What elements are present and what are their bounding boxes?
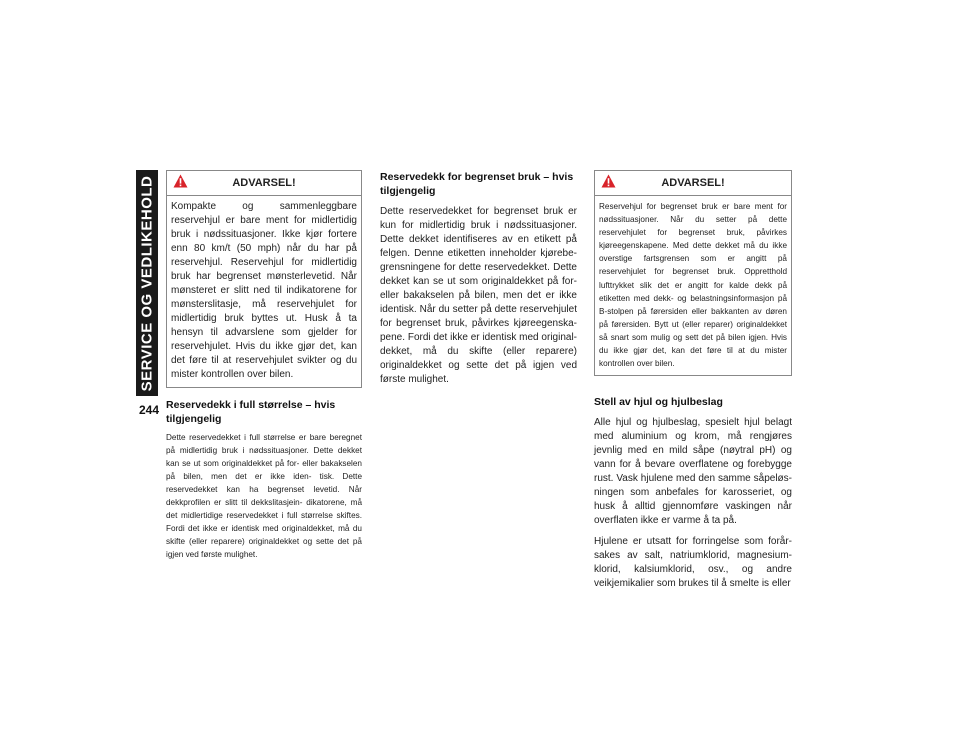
section-side-tab (136, 170, 158, 396)
heading-full-size-spare: Reservedekk i full størrelse – hvis tilgjengelig (166, 399, 336, 425)
section-title: SERVICE OG VEDLIKEHOLD (138, 175, 156, 391)
warning-triangle-icon (601, 174, 616, 188)
warning-text: Reservehjul for begrenset bruk er bare ment for nødssituasjoner. Når du setter på dette reservehjulet for begrenset bruk, påvirkes kjøreegenskapene. Med dette dekket må du ikke overstige fartsgrensen som er angitt på reservehjulet for begrenset bruk. Oppretthold lufttrykket slik det er angitt for kalde dekk på etiketten med dekk- og belastningsinformasjon på B-stolpen på førersiden eller bakkanten av døren på førersiden. Bytt ut (eller reparer) originaldekket så snart som mulig og sett det på bilen igjen. Hvis du ikke gjør det, kan det føre til at du mister kontrollen over bilen. (599, 202, 787, 369)
warning-triangle-icon (173, 174, 188, 188)
heading-wheel-care: Stell av hjul og hjulbeslag (594, 396, 723, 409)
warning-box-compact-spare (166, 170, 362, 388)
heading-limited-use-spare: Reservedekk for begrenset bruk – hvis tilgjengelig (380, 171, 574, 197)
warning-text: Kompakte og sammenleggbare reservehjul er bare ment for midlertidig bruk i nødssituasjoner. Ikke kjør fortere enn 80 km/t (50 mph) når du har på reservehjul. Reservehjul for midlertidig bruk har begrenset mønsterlevetid. Når mønsteret er slitt ned til indikatorene for mønsterslitasje, må reservehjulet for midlertidig bruk byttes ut. Husk å ta hensyn til advarslene som gjelder for reservehjulet. Hvis du ikke gjør det, kan det føre til at reservehjulet svikter og du mister kontrollen over bilen. (171, 201, 357, 380)
paragraph-full-size-spare: Dette reservedekket i full størrelse er bare beregnet på midlertidig bruk i nødssituasjoner. Dette dekket kan se ut som originaldekket på for- eller bakakselen på bilen, men det er ikke iden- tisk. Dette reservedekket kan ha begrenset levetid. Når dekkprofilen er slitt til dekkslitasjein- dikatorene, må det midlertidige reservedekket i full størrelse skiftes. Fordi det ikke er identisk med originaldekket, må du skifte (eller reparere) originaldekket og sette det på igjen ved første mulighet. (166, 433, 362, 559)
paragraph-wheel-care-1: Alle hjul og hjulbeslag, spesielt hjul belagt med aluminium og krom, må rengjøres jevnlig med en mild såpe (nøytral pH) og vann for å bevare overflatene og forebygge rust. Vask hjulene med den samme såpeløs- ningen som anbefales for karosseriet, og husk å alltid gjennomføre vaskingen når overflaten ikke er varme å ta på. (594, 417, 792, 527)
column-middle (380, 170, 577, 387)
warning-title: ADVARSEL! (661, 177, 725, 189)
column-left (166, 170, 362, 561)
column-right (594, 170, 792, 591)
warning-header (167, 171, 361, 196)
paragraph-limited-use-spare: Dette reservedekket for begrenset bruk er kun for midlertidig bruk i nødssituasjoner. Dette dekket identifiseres av en etikett på felgen. Denne etiketten inneholder kjørebe- grensningene for dette reservedekket. Dette dekket kan se ut som originaldekket på for- eller bakakselen på bilen, men det er ikke identisk. Når du setter på dette reservehjulet for begrenset bruk, påvirkes kjøreegenska- pene. Fordi det ikke er identisk med original- dekket, må du skifte (eller reparere) originaldekket og sette det på igjen ved første mulighet. (380, 206, 577, 385)
warning-box-limited-spare (594, 170, 792, 376)
paragraph-wheel-care-2: Hjulene er utsatt for forringelse som forår- sakes av salt, natriumklorid, magnesium- klorid, kalsiumklorid, osv., og andre veikjemikalier som brukes til å smelte is eller (594, 536, 792, 590)
warning-title: ADVARSEL! (232, 177, 296, 189)
page-number: 244 (139, 403, 160, 417)
warning-header (595, 171, 791, 196)
